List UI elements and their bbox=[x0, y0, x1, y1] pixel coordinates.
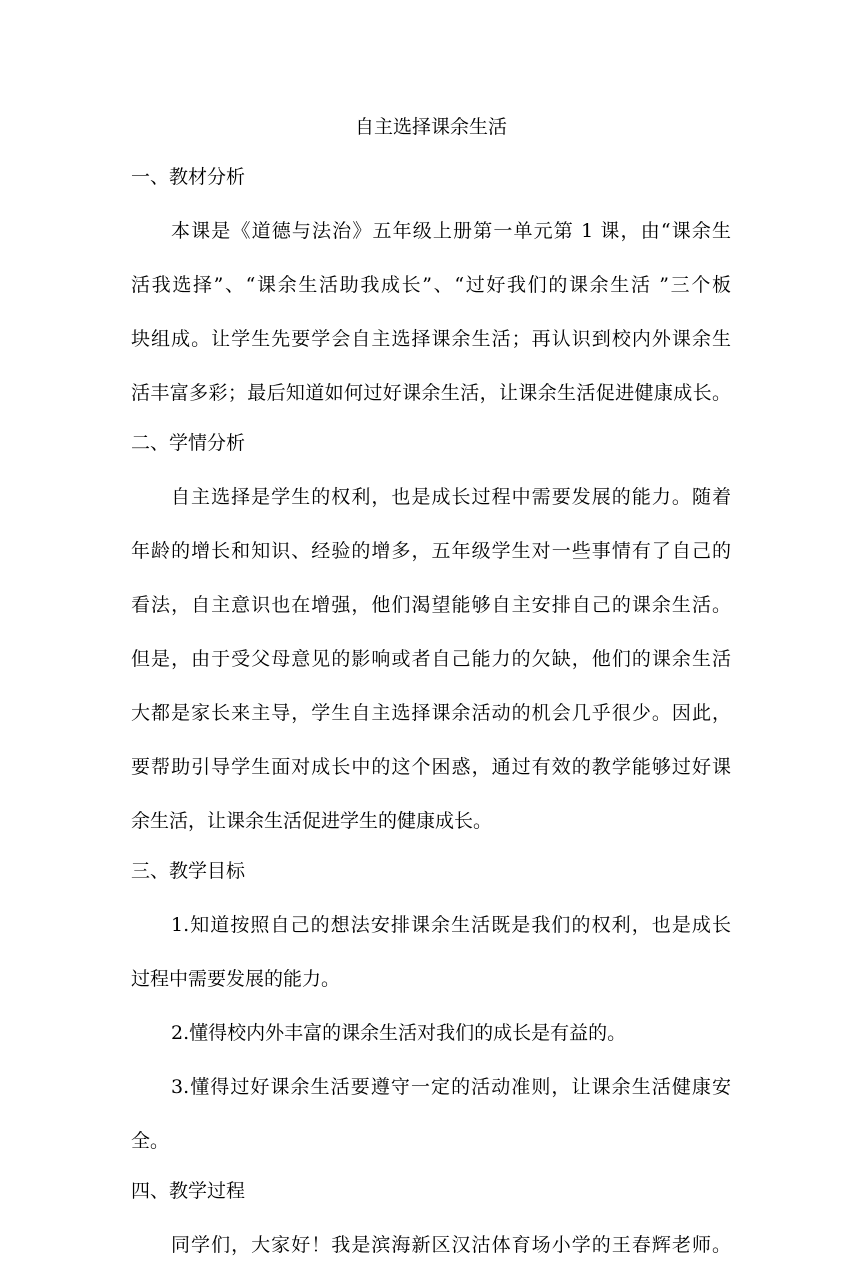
paragraph-line: 3.懂得过好课余生活要遵守一定的活动准则，让课余生活健康安 bbox=[171, 1076, 731, 1098]
section-heading: 一、教材分析 bbox=[131, 166, 246, 188]
paragraph bbox=[131, 1226, 731, 1264]
paragraph-line: 本课是《道德与法治》五年级上册第一单元第 1 课，由“课余生 bbox=[171, 220, 731, 242]
paragraph-line: 要帮助引导学生面对成长中的这个困惑，通过有效的教学能够过好课 bbox=[131, 756, 731, 778]
document-title: 自主选择课余生活 bbox=[354, 116, 507, 138]
section-heading: 三、教学目标 bbox=[131, 860, 246, 882]
paragraph-line: 自主选择是学生的权利，也是成长过程中需要发展的能力。随着 bbox=[171, 486, 731, 508]
paragraph-line: 1.知道按照自己的想法安排课余生活既是我们的权利，也是成长 bbox=[171, 914, 731, 936]
paragraph-line: 2.懂得校内外丰富的课余生活对我们的成长是有益的。 bbox=[171, 1022, 627, 1044]
paragraph-line: 余生活，让课余生活促进学生的健康成长。 bbox=[131, 810, 493, 832]
paragraph-line: 看法，自主意识也在增强，他们渴望能够自主安排自己的课余生活。 bbox=[131, 594, 731, 616]
paragraph-line: 活丰富多彩；最后知道如何过好课余生活，让课余生活促进健康成长。 bbox=[131, 382, 731, 404]
paragraph-line: 大都是家长来主导，学生自主选择课余活动的机会几乎很少。因此， bbox=[131, 702, 731, 724]
section-heading: 二、学情分析 bbox=[131, 432, 246, 454]
paragraph bbox=[131, 1014, 731, 1052]
paragraph-line: 活我选择”、“课余生活助我成长”、“过好我们的课余生活 ”三个板 bbox=[131, 274, 731, 296]
document-page bbox=[131, 108, 731, 1264]
paragraph-line: 块组成。让学生先要学会自主选择课余生活；再认识到校内外课余生 bbox=[131, 328, 731, 350]
section-heading: 四、教学过程 bbox=[131, 1180, 246, 1202]
paragraph bbox=[131, 906, 731, 998]
paragraph bbox=[131, 1068, 731, 1160]
paragraph-line: 但是，由于受父母意见的影响或者自己能力的欠缺，他们的课余生活 bbox=[131, 648, 731, 670]
paragraph-line: 全。 bbox=[131, 1130, 170, 1152]
paragraph-line: 同学们，大家好！我是滨海新区汉沽体育场小学的王春辉老师。 bbox=[171, 1234, 731, 1256]
paragraph-line: 年龄的增长和知识、经验的增多，五年级学生对一些事情有了自己的 bbox=[131, 540, 731, 562]
paragraph bbox=[131, 212, 731, 412]
paragraph bbox=[131, 478, 731, 840]
paragraph-line: 过程中需要发展的能力。 bbox=[131, 968, 341, 990]
